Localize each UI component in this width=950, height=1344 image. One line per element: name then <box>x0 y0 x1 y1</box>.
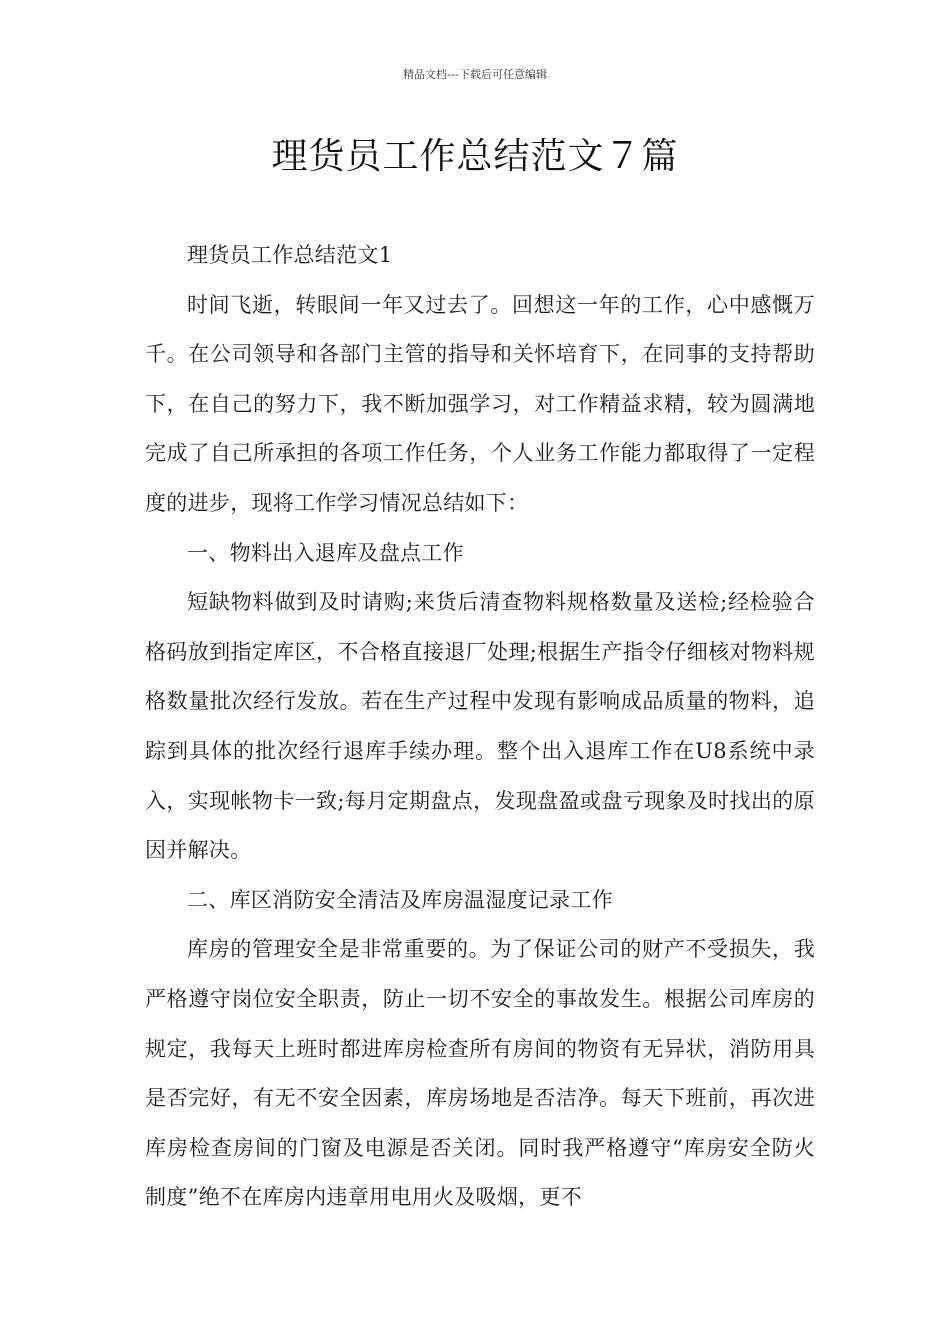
header-note: 精品文档---下载后可任意编辑 <box>403 68 547 81</box>
document-title: 理货员工作总结范文７篇 <box>271 136 679 177</box>
document-body <box>145 231 815 1223</box>
paragraph-intro: 时间飞逝，转眼间一年又过去了。回想这一年的工作，心中感慨万千。在公司领导和各部门主管的指导和关怀培育下，在同事的支持帮助下，在自己的努力下，我不断加强学习，对工作精益求精，较为圆满地完成了自己所承担的各项工作任务，个人业务工作能力都取得了一定程度的进步，现将工作学习情况总结如下： <box>145 292 815 515</box>
paragraph-materials: 短缺物料做到及时请购;来货后清查物料规格数量及送检;经检验合格码放到指定库区，不合格直接退厂处理;根据生产指令仔细核对物料规格数量批次经行发放。若在生产过程中发现有影响成品质量的物料，追踪到具体的批次经行退库手续办理。整个出入退库工作在U8系统中录入，实现帐物卡一致;每月定期盘点，发现盘盈或盘亏现象及时找出的原因并解决。 <box>145 590 815 863</box>
section-heading-materials: 一、物料出入退库及盘点工作 <box>187 540 464 565</box>
section-heading-1: 理货员工作总结范文1 <box>187 243 393 267</box>
section-heading-safety: 二、库区消防安全清洁及库房温湿度记录工作 <box>187 887 613 912</box>
paragraph-safety: 库房的管理安全是非常重要的。为了保证公司的财产不受损失，我严格遵守岗位安全职责，防止一切不安全的事故发生。根据公司库房的规定，我每天上班时都进库房检查所有房间的物资有无异状，消防用具是否完好，有无不安全因素，库房场地是否洁净。每天下班前，再次进库房检查房间的门窗及电源是否关闭。同时我严格遵守“库房安全防火制度”绝不在库房内违章用电用火及吸烟，更不 <box>145 937 815 1210</box>
